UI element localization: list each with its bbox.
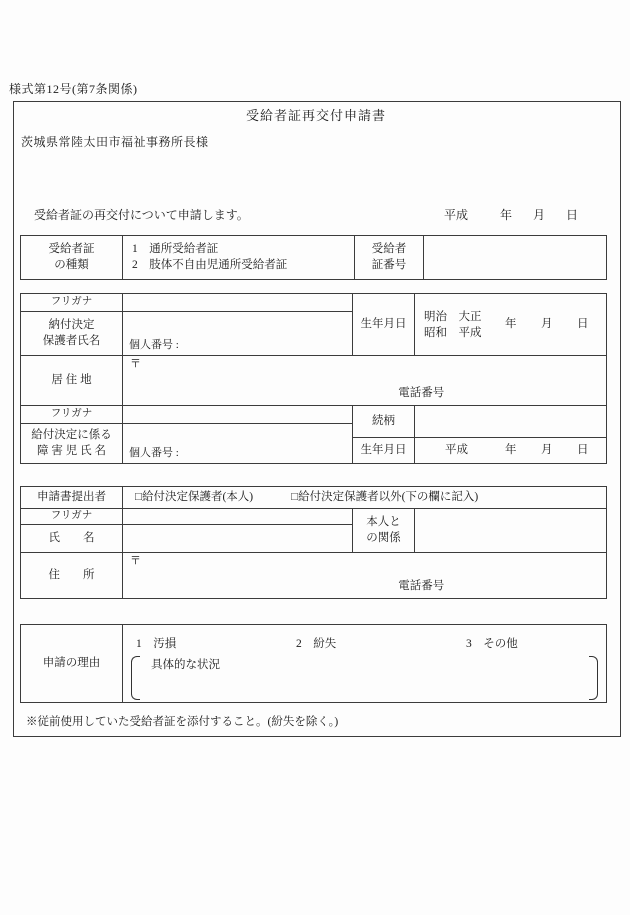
guardian-furigana-field[interactable]: [123, 294, 353, 312]
submitter-label: 申請書提出者: [21, 487, 123, 509]
addressee-line: 茨城県常陸太田市福祉事務所長様: [21, 135, 209, 149]
submitter-name-label: 氏 名: [21, 525, 123, 553]
date-era-label: 平成: [444, 208, 469, 222]
right-paren-icon: [589, 656, 598, 700]
residence-label: 居 住 地: [21, 356, 123, 406]
submitter-options: [123, 487, 607, 509]
checkbox-icon[interactable]: □: [291, 490, 299, 503]
date-year-label: 年: [500, 208, 513, 222]
reason-option-loss[interactable]: 2 紛失: [296, 638, 337, 650]
submitter-address-field[interactable]: [123, 553, 607, 599]
reason-option-other[interactable]: 3 その他: [466, 638, 518, 650]
guardian-name-label: 納付決定 保護者氏名: [21, 312, 123, 356]
attachment-note: ※従前使用していた受給者証を添付すること。(紛失を除く。): [26, 716, 339, 728]
page-title: 受給者証再交付申請書: [245, 108, 386, 123]
guardian-phone-label: 電話番号: [398, 387, 445, 400]
date-month-label: 月: [533, 208, 546, 222]
application-statement: 受給者証の再交付について申請します。: [34, 208, 249, 222]
checkbox-icon[interactable]: □: [135, 490, 142, 503]
reason-label: 申請の理由: [21, 625, 123, 703]
child-furigana-field[interactable]: [123, 406, 353, 424]
certificate-type-options[interactable]: [123, 236, 355, 280]
form-code-label: 様式第12号(第7条関係): [9, 82, 138, 96]
situation-label: 具体的な状況: [151, 659, 220, 671]
option-shitai[interactable]: 2 肢体不自由児通所受給者証: [132, 258, 288, 271]
submitter-phone-label: 電話番号: [398, 580, 445, 593]
guardian-birthdate-label: 生年月日: [353, 294, 415, 356]
submitter-option-self[interactable]: □ 給付決定保護者(本人): [135, 490, 253, 506]
option-tsusho[interactable]: 1 通所受給者証: [132, 242, 219, 255]
submitter-furigana-field[interactable]: [123, 509, 353, 525]
situation-area[interactable]: [131, 656, 598, 700]
child-personal-number-label: 個人番号 :: [129, 447, 179, 460]
reason-table: [20, 624, 607, 703]
reason-option-damage[interactable]: 1 汚損: [136, 638, 177, 650]
guardian-birthdate-field[interactable]: 明治 大正 昭和 平成 年 月 日: [415, 294, 607, 356]
certificate-number-label: 受給者 証番号: [355, 236, 424, 280]
postal-mark-icon: 〒: [130, 555, 141, 567]
left-paren-icon: [131, 656, 140, 700]
guardian-furigana-label: フリガナ: [21, 294, 123, 312]
residence-field[interactable]: [123, 356, 607, 406]
certificate-type-label: 受給者証 の種類: [21, 236, 123, 280]
era-options: 明治 大正 昭和 平成: [424, 310, 482, 339]
guardian-name-field[interactable]: [123, 312, 353, 356]
relation-label: 続柄: [353, 406, 415, 438]
child-name-label: 給付決定に係る 障 害 児 氏 名: [21, 424, 123, 464]
submitter-relation-field[interactable]: [415, 509, 607, 553]
relation-field[interactable]: [415, 406, 607, 438]
reason-field: [123, 625, 607, 703]
submitter-furigana-label: フリガナ: [21, 509, 123, 525]
certificate-number-field[interactable]: [424, 236, 607, 280]
submitter-option-other[interactable]: □ 給付決定保護者以外(下の欄に記入): [291, 490, 478, 506]
submitter-name-field[interactable]: [123, 525, 353, 553]
postal-mark-icon: 〒: [130, 358, 141, 370]
submitter-relation-label: 本人と の関係: [353, 509, 415, 553]
certificate-type-table: [20, 235, 607, 280]
child-name-field[interactable]: [123, 424, 353, 464]
date-day-label: 日: [566, 208, 579, 222]
guardian-child-table: [20, 293, 607, 464]
child-furigana-label: フリガナ: [21, 406, 123, 424]
submitter-address-label: 住 所: [21, 553, 123, 599]
child-birthdate-field[interactable]: 平成 年 月 日: [415, 438, 607, 464]
guardian-personal-number-label: 個人番号 :: [129, 339, 179, 352]
child-birthdate-label: 生年月日: [353, 438, 415, 464]
submitter-table: [20, 486, 607, 599]
